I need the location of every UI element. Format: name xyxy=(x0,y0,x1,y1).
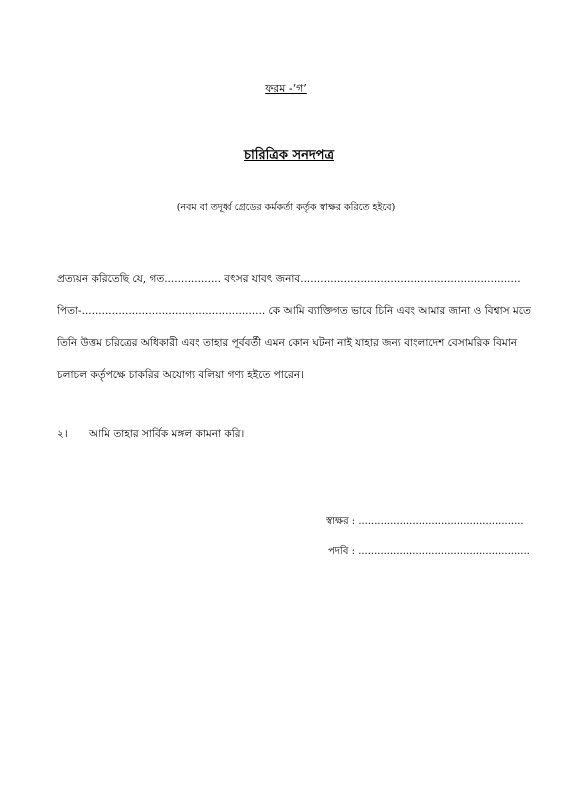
form-label xyxy=(0,80,566,99)
signing-instruction-text: (নবম বা তদূর্ধ্ব গ্রেডের কর্মকর্তা কর্তৃক স্বাক্ষর করিতে হইবে) xyxy=(176,202,396,213)
paragraph-2-text: আমি তাহার সার্বিক মঙ্গল কামনা করি। xyxy=(89,428,245,440)
signature-line: স্বাক্ষর : .................................................... xyxy=(326,516,524,527)
paragraph-2 xyxy=(57,427,244,444)
body-line-2: পিতা-....................................................... কে আমি ব্যাক্তিগত ভাবে চিনি এবং আমার জানা ও বিশ্বাস মতে xyxy=(57,305,531,317)
form-label-text: ফরম -‘গ’ xyxy=(265,82,307,95)
signing-instruction xyxy=(0,201,566,216)
body-line-1: প্রত্যয়ন করিতেছি যে, গত................. বৎসর যাবৎ জনাব.................................................................. xyxy=(57,273,521,285)
body-line-3: তিনি উত্তম চরিত্রের অধিকারী এবং তাহার পূর্ববর্তী এমন কোন ঘটনা নাই যাহার জন্য বাংলাদেশ বেসামরিক বিমান xyxy=(57,337,518,349)
body-line-4: চলাচল কর্তৃপক্ষে চাকরির অযোগ্য বলিয়া গণ্য হইতে পারেন। xyxy=(57,369,304,381)
certificate-title-text: চারিত্রিক সনদপত্র xyxy=(243,148,335,163)
designation-line: পদবি : ...................................................... xyxy=(328,546,530,557)
paragraph-2-number: ২। xyxy=(57,428,68,440)
certificate-title xyxy=(0,146,566,167)
